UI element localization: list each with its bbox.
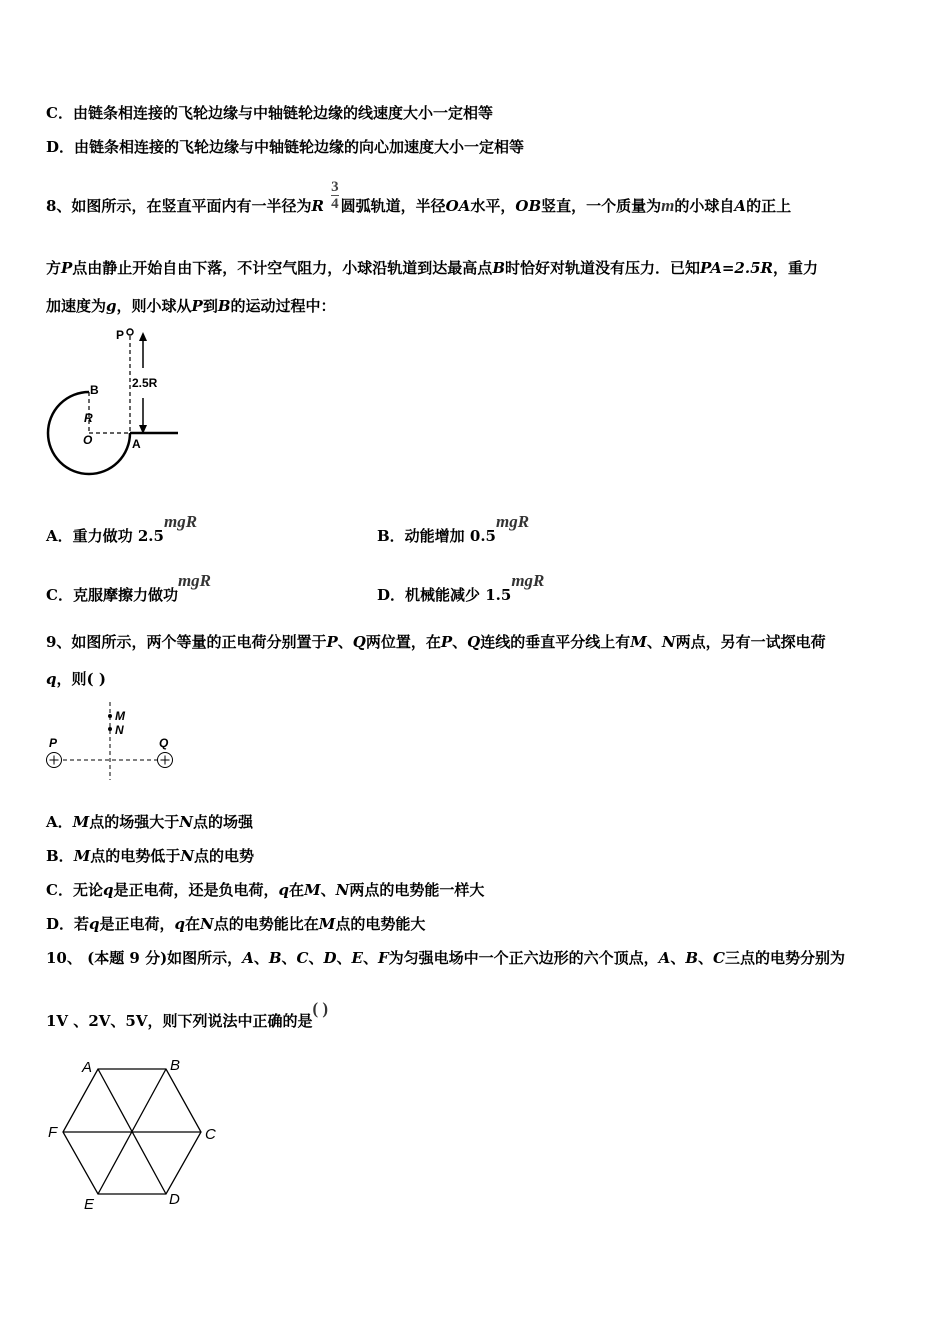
- fig-label-height: 2.5R: [132, 376, 158, 390]
- q8-circular-track-figure: [44, 324, 184, 479]
- q10-stem-line1: 10、 (本题 9 分)如图所示，A、B、C、D、E、F为匀强电场中一个正六边形的六个顶点，A、B、C三点的电势分别为: [46, 949, 845, 967]
- fig-label-a: A: [82, 1059, 93, 1076]
- q7-option-d: D．由链条相连接的飞轮边缘与中轴链轮边缘的向心加速度大小一定相等: [46, 138, 525, 156]
- fig-label-b: B: [170, 1057, 181, 1074]
- q8-option-a: A．重力做功 2.5mgR: [46, 512, 198, 545]
- fraction-three-quarters: $\frac{3}{4}$: [331, 178, 339, 212]
- q8-option-c: C．克服摩擦力做功mgR: [46, 571, 212, 604]
- q10-hexagon-figure: [44, 1054, 224, 1214]
- q9-option-a: A．M点的场强大于N点的场强: [46, 813, 253, 831]
- q8-stem-line3: 加速度为g，则小球从P到B的运动过程中：: [46, 297, 336, 315]
- fig-label-f: F: [48, 1124, 58, 1141]
- q8-stem-line2: 方P点由静止开始自由下落，不计空气阻力，小球沿轨道到达最高点B时恰好对轨道没有压力．已知PA=2.5R，重力: [46, 259, 818, 277]
- q10-stem-line2: 1V 、2V、5V，则下列说法中正确的是( ): [46, 999, 329, 1030]
- fig-label-c: C: [205, 1126, 216, 1143]
- fig-label-a: A: [132, 437, 141, 451]
- q8-stem-line1: 8、如图所示，在竖直平面内有一半径为R $\frac{3}{4}$ 圆弧轨道，半径OA水平，OB竖直，一个质量为m的小球自A的正上: [46, 178, 792, 215]
- answer-blank: ( ): [312, 999, 329, 1018]
- q9-charges-figure: [44, 700, 180, 780]
- q8-option-b: B．动能增加 0.5mgR: [377, 512, 530, 545]
- fig-label-r: R: [84, 411, 93, 425]
- q9-option-c: C．无论q是正电荷，还是负电荷，q在M、N两点的电势能一样大: [46, 881, 485, 899]
- fig-label-e: E: [84, 1196, 95, 1213]
- fig-label-b: B: [90, 383, 99, 397]
- q9-option-b: B．M点的电势低于N点的电势: [46, 847, 255, 865]
- fig-label-n: N: [115, 723, 124, 737]
- q8-option-d: D．机械能减少 1.5mgR: [377, 571, 545, 604]
- q9-stem-line2: q，则( ): [46, 670, 106, 688]
- q7-option-c: C．由链条相连接的飞轮边缘与中轴链轮边缘的线速度大小一定相等: [46, 104, 493, 122]
- q9-stem-line1: 9、如图所示，两个等量的正电荷分别置于P、Q两位置，在P、Q连线的垂直平分线上有M、N两点，另有一试探电荷: [46, 633, 826, 651]
- fig-label-p: P: [49, 736, 58, 750]
- fig-label-q: Q: [159, 736, 169, 750]
- fig-label-p: P: [116, 328, 125, 342]
- fig-label-o: O: [83, 433, 93, 447]
- q9-option-d: D．若q是正电荷，q在N点的电势能比在M点的电势能大: [46, 915, 426, 933]
- fig-label-d: D: [169, 1191, 180, 1208]
- fig-label-m: M: [115, 709, 125, 723]
